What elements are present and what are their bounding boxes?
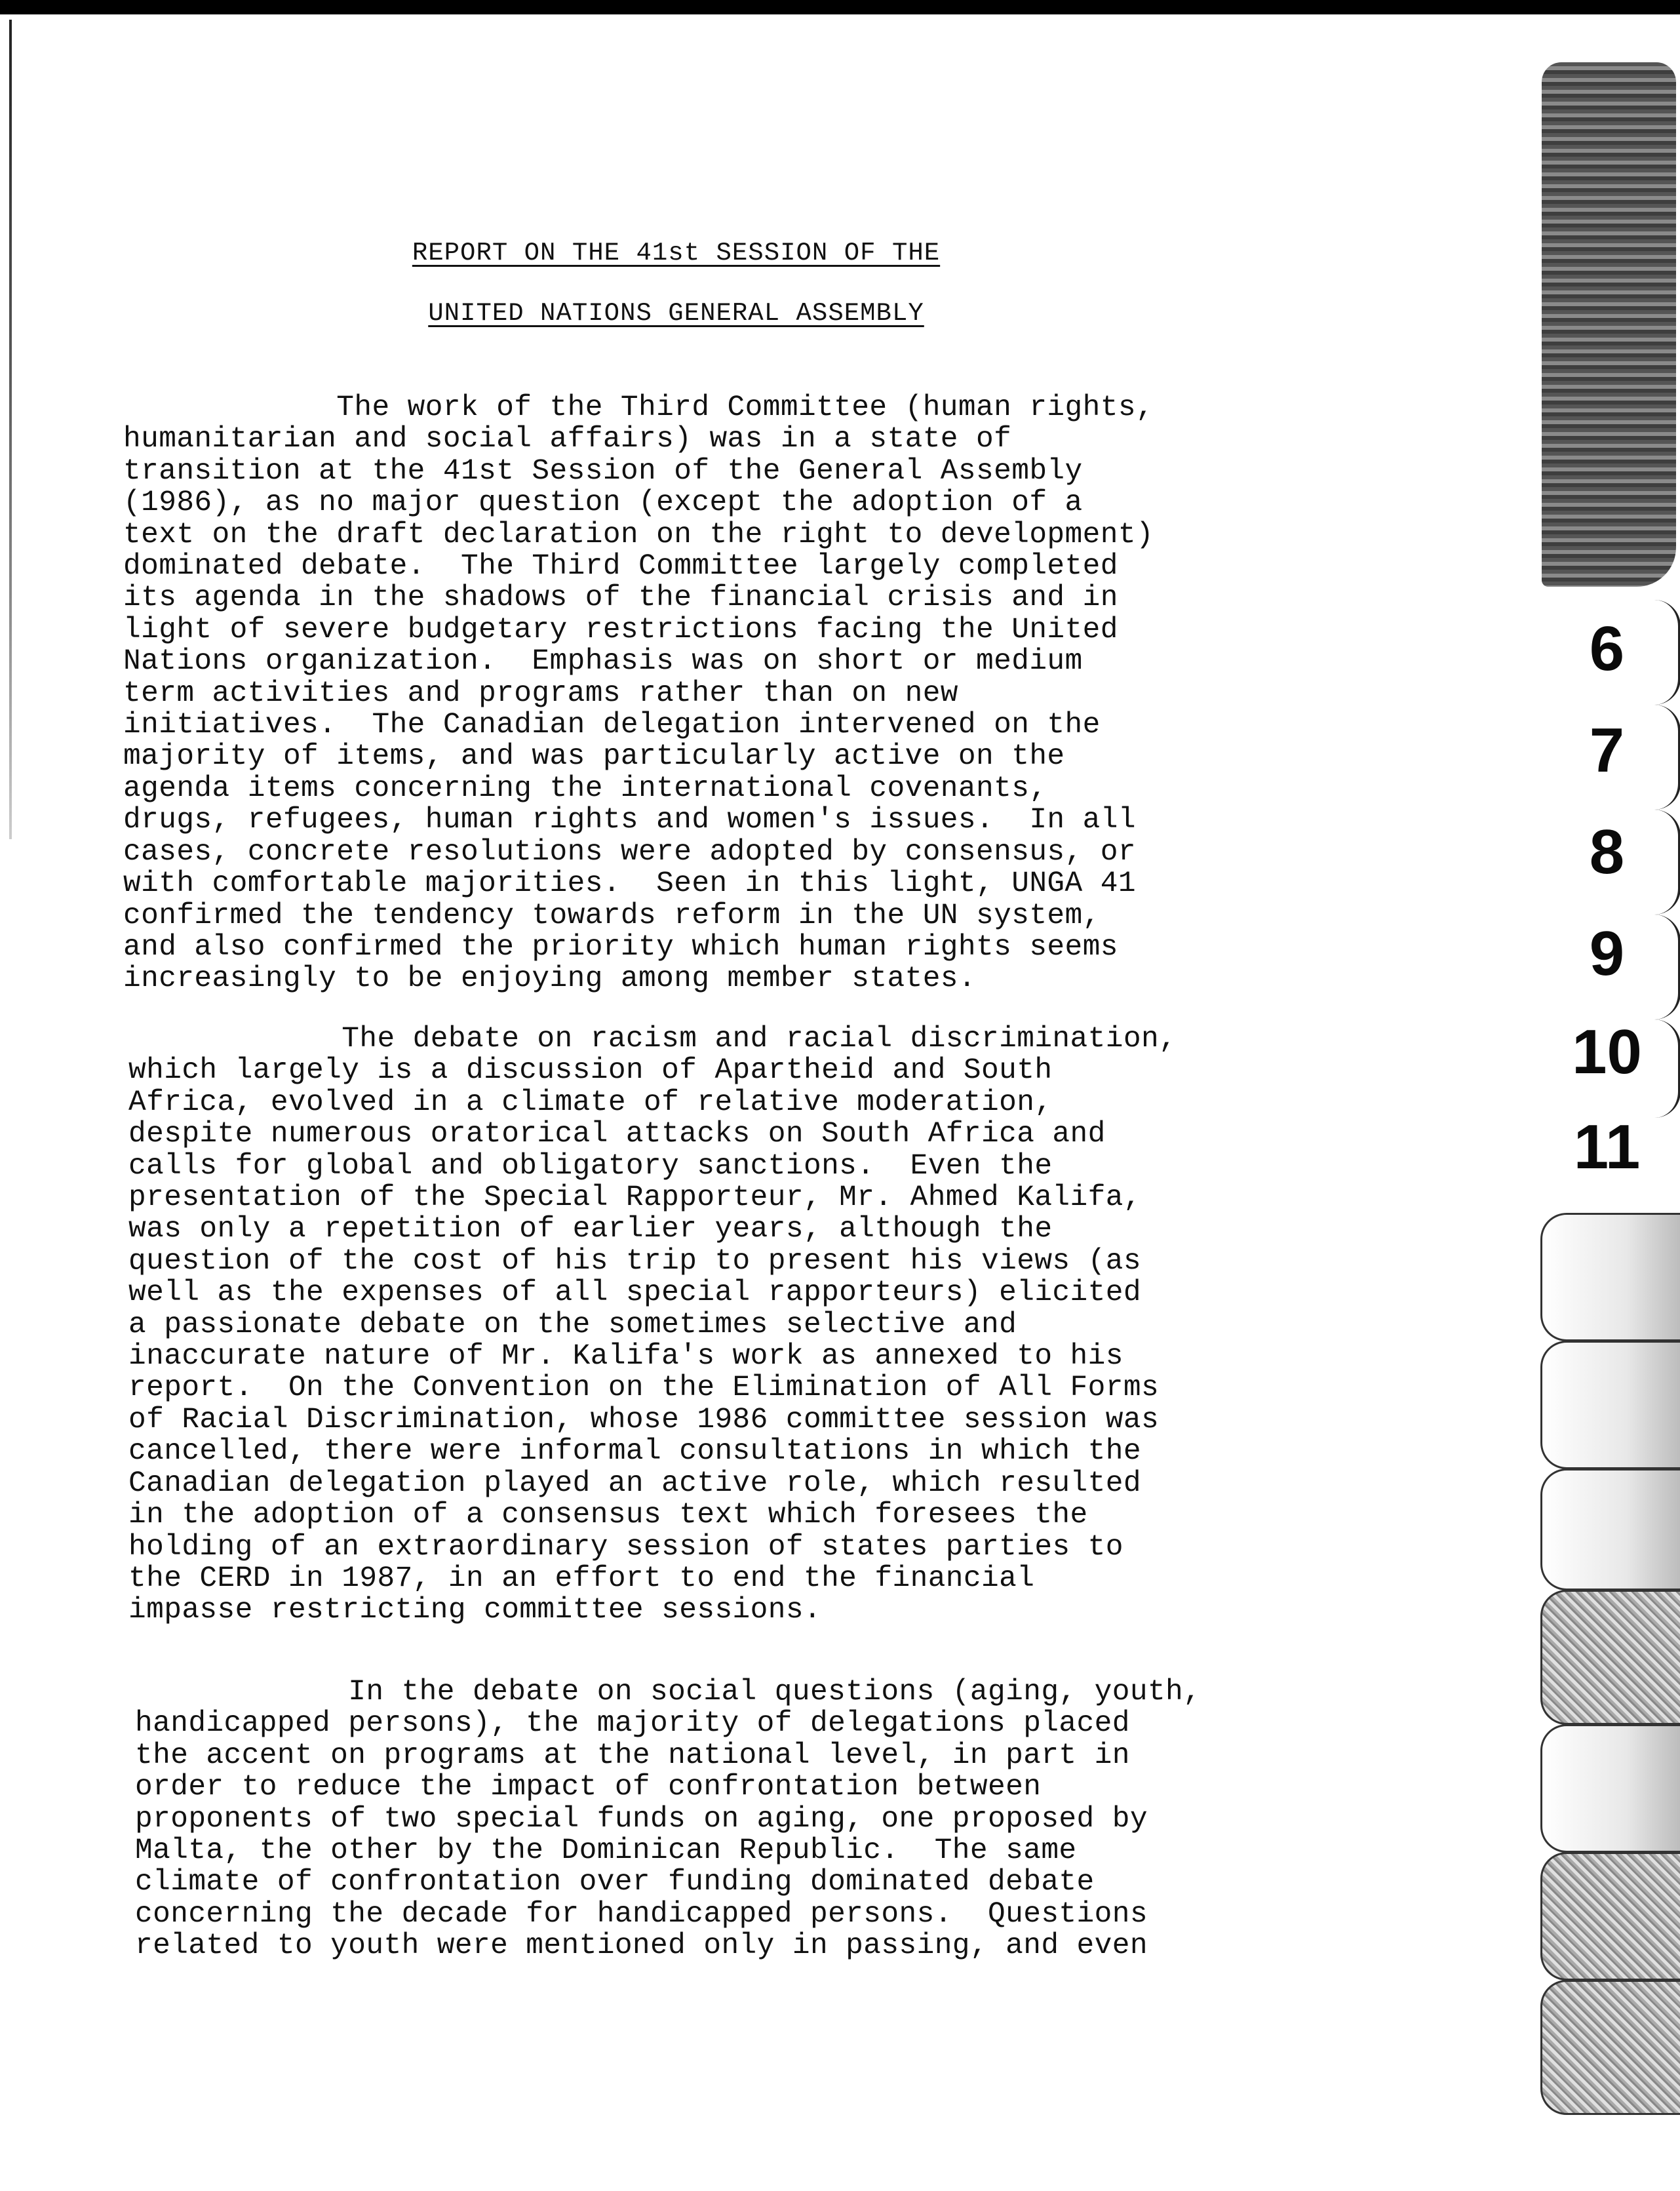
report-title-line-1: REPORT ON THE 41st SESSION OF THE: [412, 239, 941, 267]
paragraph-racism-debate: The debate on racism and racial discrimination, which largely is a discussion of Apartheid and South Africa, evolved in a climate of relative moderation, despite numerous oratorical attacks on South Africa and calls for global and obligatory sanctions. Even the presentation of the Special Rapporteur, Mr. Ahmed Kalifa, was only a repetition of earlier years, although the question of the cost of his trip to present his views (as well as the expenses of all special rapporteurs) elicited a passionate debate on the sometimes selective and inaccurate nature of Mr. Kalifa's work as annexed to his report. On the Convention on the Elimination of All Forms of Racial Discrimination, whose 1986 committee session was cancelled, there were informal consultations in which the Canadian delegation played an active role, which resulted in the adoption of a consensus text which foresees the holding of an extraordinary session of states parties to the CERD in 1987, in an effort to end the financial impasse restricting committee sessions.: [128, 1023, 1177, 1627]
lower-tab-stack: [1540, 1213, 1680, 2183]
paragraph-social-questions: In the debate on social questions (aging, youth, handicapped persons), the majority of delegations placed the accent on programs at the national level, in part in order to reduce the impact of confrontation between proponents of two special funds on aging, one proposed by Malta, the other by the Dominican Republic. The same climate of confrontation over funding dominated debate concerning the decade for handicapped persons. Questions related to youth were mentioned only in passing, and even: [135, 1676, 1201, 1963]
scan-left-edge: [9, 20, 12, 839]
report-title-line-2: UNITED NATIONS GENERAL ASSEMBLY: [428, 299, 924, 328]
blank-tab[interactable]: [1540, 1341, 1680, 1469]
blank-tab[interactable]: [1540, 1469, 1680, 1590]
blank-tab[interactable]: [1540, 1213, 1680, 1341]
paragraph-third-committee: The work of the Third Committee (human rights, humanitarian and social affairs) was in a state of transition at the 41st Session of the General Assembly (1986), as no major question (except the adoption of a text on the draft declaration on the right to development) dominated debate. The Third Committee largely completed its agenda in the shadows of the financial crisis and in light of severe budgetary restrictions facing the United Nations organization. Emphasis was on short or medium term activities and programs rather than on new initiatives. The Canadian delegation intervened on the majority of items, and was particularly active on the agenda items concerning the international covenants, drugs, refugees, human rights and women's issues. In all cases, concrete resolutions were adopted by consensus, or with comfortable majorities. Seen in this light, UNGA 41 confirmed the tendency towards reform in the UN system, and also confirmed the priority which human rights seems increasingly to be enjoying among member states.: [123, 391, 1154, 996]
tab-divider-upper: [1542, 62, 1676, 587]
tab-number-11[interactable]: 11: [1573, 1112, 1641, 1182]
tab-number-7[interactable]: 7: [1589, 715, 1625, 785]
tab-number-6[interactable]: 6: [1589, 614, 1625, 684]
scan-top-border: [0, 0, 1680, 14]
tab-number-9[interactable]: 9: [1589, 918, 1625, 989]
blank-tab[interactable]: [1540, 1980, 1680, 2115]
tab-number-10[interactable]: 10: [1572, 1017, 1642, 1087]
blank-tab[interactable]: [1540, 1590, 1680, 1725]
tab-number-8[interactable]: 8: [1589, 817, 1625, 887]
blank-tab[interactable]: [1540, 1852, 1680, 1981]
blank-tab[interactable]: [1540, 1724, 1680, 1853]
